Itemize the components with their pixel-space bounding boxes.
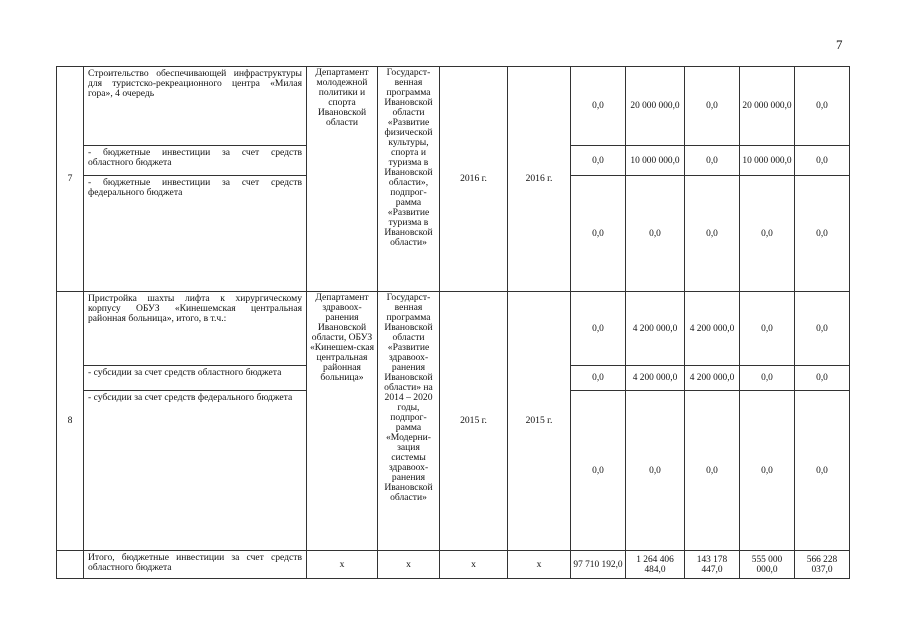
start-year: 2016 г. — [440, 67, 508, 292]
value-cell: 0,0 — [685, 67, 740, 146]
start-year: 2015 г. — [440, 292, 508, 551]
program-cell: Государст-венная программа Ивановской области «Развитие физической культуры, спорта и туризма в Ивановской области», подпрог-рамма «Развитие туризма в Ивановской области» — [378, 67, 440, 292]
item-description: - субсидии за счет средств областного бюджета — [84, 366, 307, 391]
end-year: 2016 г. — [508, 67, 571, 292]
item-description: Строительство обеспечивающей инфраструктуры для туристско-рекреационного центра «Милая гора», 4 очередь — [84, 67, 307, 146]
value-cell: 10 000 000,0 — [626, 146, 685, 176]
value-cell: 0,0 — [626, 176, 685, 292]
value-cell: 0,0 — [571, 292, 626, 366]
total-value: 143 178 447,0 — [685, 551, 740, 579]
value-cell: 0,0 — [795, 292, 850, 366]
end-year: 2015 г. — [508, 292, 571, 551]
total-mark: x — [307, 551, 378, 579]
value-cell: 0,0 — [571, 366, 626, 391]
table-row — [57, 292, 850, 366]
value-cell: 0,0 — [685, 391, 740, 551]
total-value: 1 264 406 484,0 — [626, 551, 685, 579]
value-cell: 20 000 000,0 — [626, 67, 685, 146]
value-cell: 0,0 — [571, 176, 626, 292]
total-empty-cell — [57, 551, 84, 579]
table-row — [57, 67, 850, 146]
value-cell: 0,0 — [795, 146, 850, 176]
total-label: Итого, бюджетные инвестиции за счет средств областного бюджета — [84, 551, 307, 579]
item-description: - бюджетные инвестиции за счет средств областного бюджета — [84, 146, 307, 176]
value-cell: 4 200 000,0 — [685, 366, 740, 391]
value-cell: 0,0 — [740, 292, 795, 366]
value-cell: 0,0 — [795, 366, 850, 391]
value-cell: 4 200 000,0 — [685, 292, 740, 366]
total-value: 566 228 037,0 — [795, 551, 850, 579]
value-cell: 0,0 — [626, 391, 685, 551]
item-description: - бюджетные инвестиции за счет средств федерального бюджета — [84, 176, 307, 292]
value-cell: 0,0 — [795, 67, 850, 146]
total-mark: x — [440, 551, 508, 579]
total-value: 97 710 192,0 — [571, 551, 626, 579]
value-cell: 0,0 — [685, 176, 740, 292]
total-value: 555 000 000,0 — [740, 551, 795, 579]
item-description: Пристройка шахты лифта к хирургическому корпусу ОБУЗ «Кинешемская центральная районная больница», итого, в т.ч.: — [84, 292, 307, 366]
total-mark: x — [378, 551, 440, 579]
value-cell: 10 000 000,0 — [740, 146, 795, 176]
value-cell: 0,0 — [685, 146, 740, 176]
value-cell: 20 000 000,0 — [740, 67, 795, 146]
program-cell: Государст-венная программа Ивановской области «Развитие здравоох-ранения Ивановской области» на 2014 – 2020 годы, подпрог-рамма «Модерни-зация системы здравоох-ранения Ивановской области» — [378, 292, 440, 551]
row-number: 7 — [57, 67, 84, 292]
row-number: 8 — [57, 292, 84, 551]
value-cell: 0,0 — [571, 391, 626, 551]
value-cell: 0,0 — [571, 67, 626, 146]
executor-cell: Департамент здравоох-ранения Ивановской области, ОБУЗ «Кинешем-ская центральная районная больница» — [307, 292, 378, 551]
value-cell: 0,0 — [571, 146, 626, 176]
value-cell: 0,0 — [740, 391, 795, 551]
value-cell: 4 200 000,0 — [626, 292, 685, 366]
value-cell: 0,0 — [740, 366, 795, 391]
total-row — [57, 551, 850, 579]
page-number: 7 — [836, 37, 843, 52]
value-cell: 0,0 — [795, 391, 850, 551]
executor-cell: Департамент молодежной политики и спорта Ивановской области — [307, 67, 378, 292]
value-cell: 0,0 — [795, 176, 850, 292]
value-cell: 0,0 — [740, 176, 795, 292]
value-cell: 4 200 000,0 — [626, 366, 685, 391]
total-mark: x — [508, 551, 571, 579]
investment-table — [56, 66, 850, 579]
item-description: - субсидии за счет средств федерального бюджета — [84, 391, 307, 551]
